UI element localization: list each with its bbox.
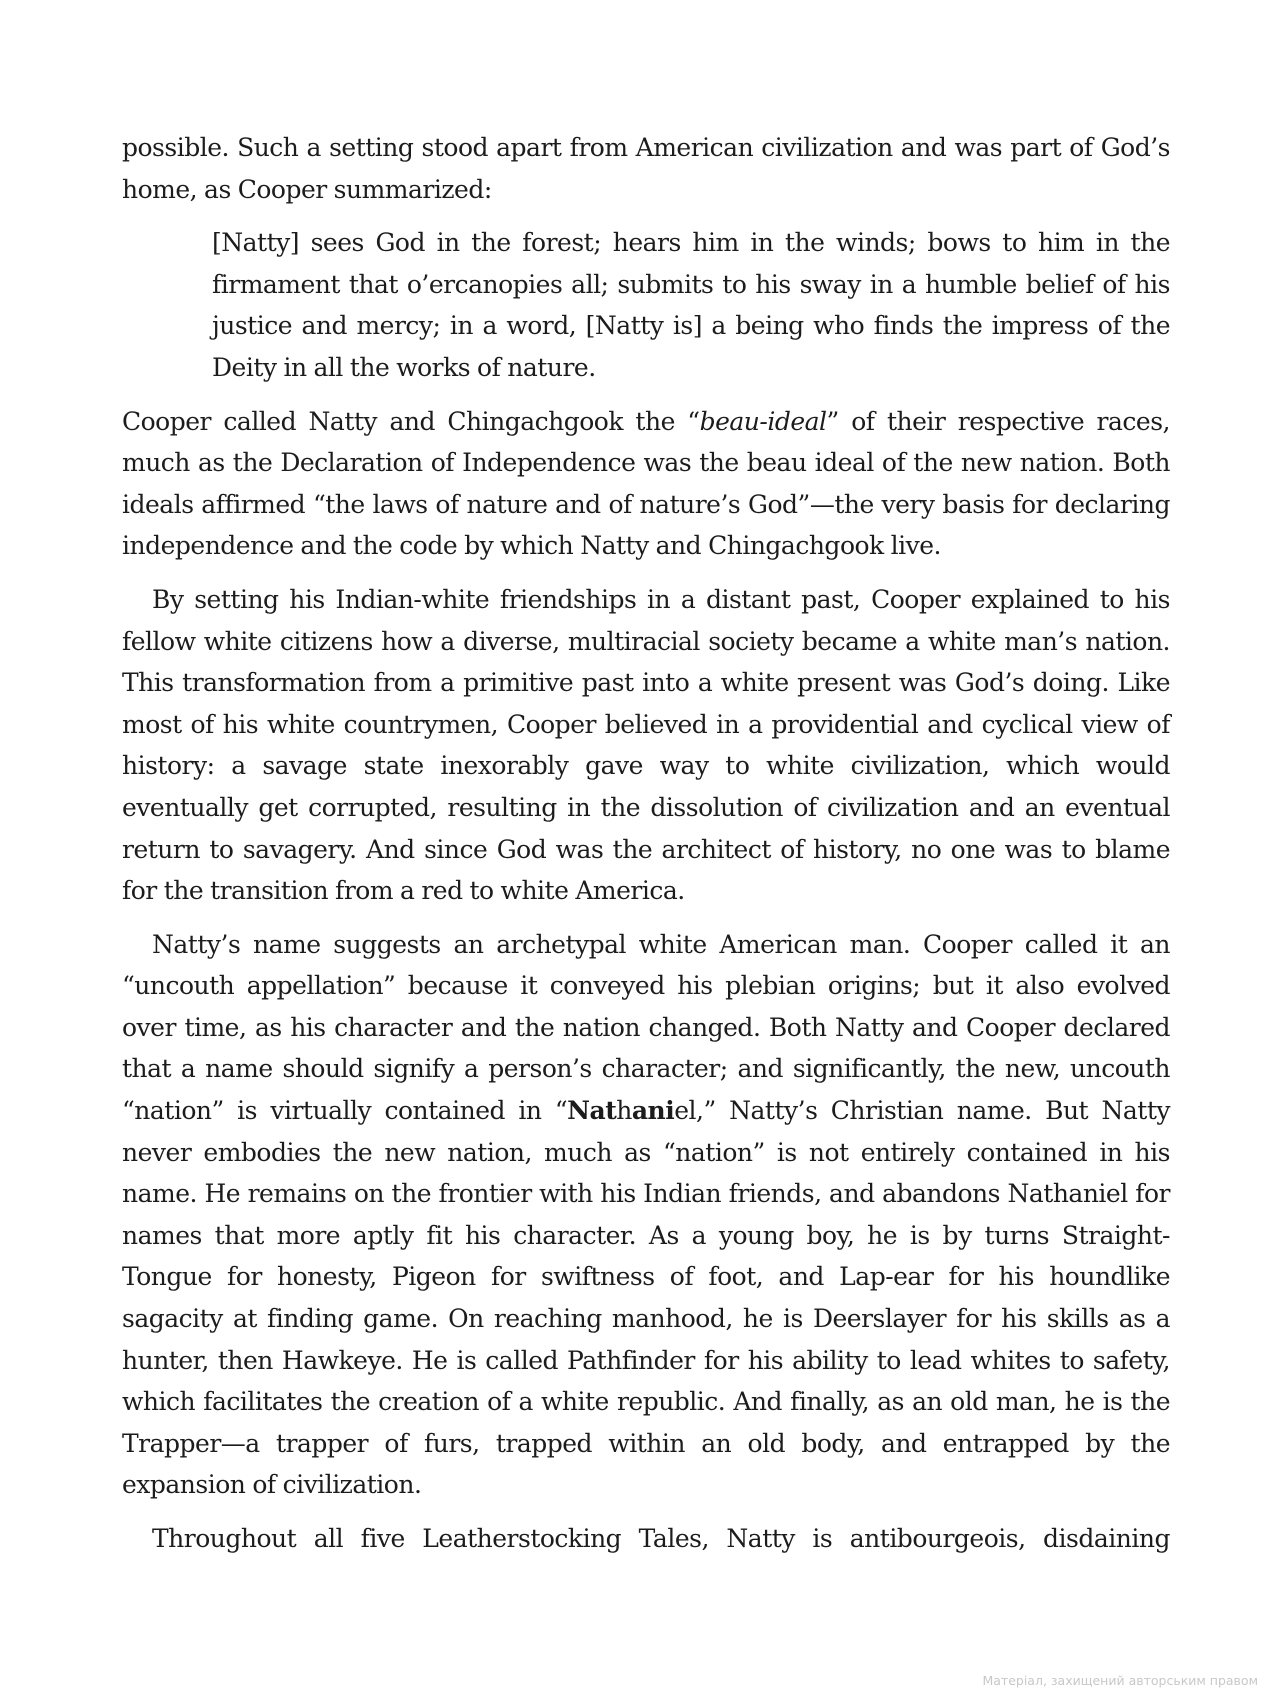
paragraph-4 xyxy=(122,924,1170,1506)
paragraph-2 xyxy=(122,401,1170,567)
block-quote: [Natty] sees God in the forest; hears him in the winds; bows to him in the firmament that o’ercanopies all; submits to his sway in a humble belief of his justice and mercy; in a word, [Natty is] a being who finds the impress of the Deity in all the works of nature. xyxy=(212,228,1170,382)
beau-ideal-italic: beau-ideal xyxy=(699,406,827,436)
paragraph-2-text-start: Cooper called Natty and Chingachgook the “ xyxy=(122,406,700,436)
paragraph-4-text-start: Natty’s name suggests an archetypal white American man. Cooper called it an “uncouth appellation” because it conveyed his plebian origins; but it also evolved over time, as his character and the nation changed. Both Natty and Cooper declared that a name should signify a person’s character; and significantly, the new, uncouth “nation” is virtually contained in “ xyxy=(122,929,1170,1126)
nathaniel-name xyxy=(567,1096,696,1125)
name-bold-ani: ani xyxy=(631,1096,675,1126)
paragraph-3: By setting his Indian-white friendships in a distant past, Cooper explained to his fellow white citizens how a diverse, multiracial society became a white man’s nation. This transformation from a primitive past into a white present was God’s doing. Like most of his white countrymen, Cooper believed in a providential and cyclical view of history: a savage state inexorably gave way to white civilization, which would eventually get corrupted, resulting in the dissolution of civilization and an eventual return to savagery. And since God was the architect of history, no one was to blame for the transition from a red to white America. xyxy=(122,584,1170,906)
page-body xyxy=(122,127,1170,1572)
paragraph-2-text-end: ” of their respective races, much as the Declaration of Independence was the beau ideal of the new nation. Both ideals affirmed “the laws of nature and of nature’s God”—the very basis for declaring independence and the code by which Natty and Chingachgook live. xyxy=(122,406,1170,561)
name-plain-el: el xyxy=(674,1096,697,1126)
paragraph-1: possible. Such a setting stood apart from American civilization and was part of God’s home, as Cooper summarized: xyxy=(122,133,1170,204)
name-bold-nat: Nat xyxy=(567,1096,617,1126)
name-plain-h: h xyxy=(616,1096,632,1126)
paragraph-5: Throughout all five Leatherstocking Tales, Natty is antibourgeois, disdaining xyxy=(152,1524,1170,1553)
copyright-watermark: Матеріал, захищений авторським правом xyxy=(982,1673,1258,1688)
paragraph-4-text-end: ,” Natty’s Christian name. But Natty never embodies the new nation, much as “nation” is not entirely contained in his name. He remains on the frontier with his Indian friends, and abandons Nathaniel for names that more aptly fit his character. As a young boy, he is by turns Straight-Tongue for honesty, Pigeon for swiftness of foot, and Lap-ear for his houndlike sagacity at finding game. On reaching manhood, he is Deerslayer for his skills as a hunter, then Hawkeye. He is called Pathfinder for his ability to lead whites to safety, which facilitates the creation of a white republic. And finally, as an old man, he is the Trapper—a trapper of furs, trapped within an old body, and entrapped by the expansion of civilization. xyxy=(122,1096,1170,1500)
